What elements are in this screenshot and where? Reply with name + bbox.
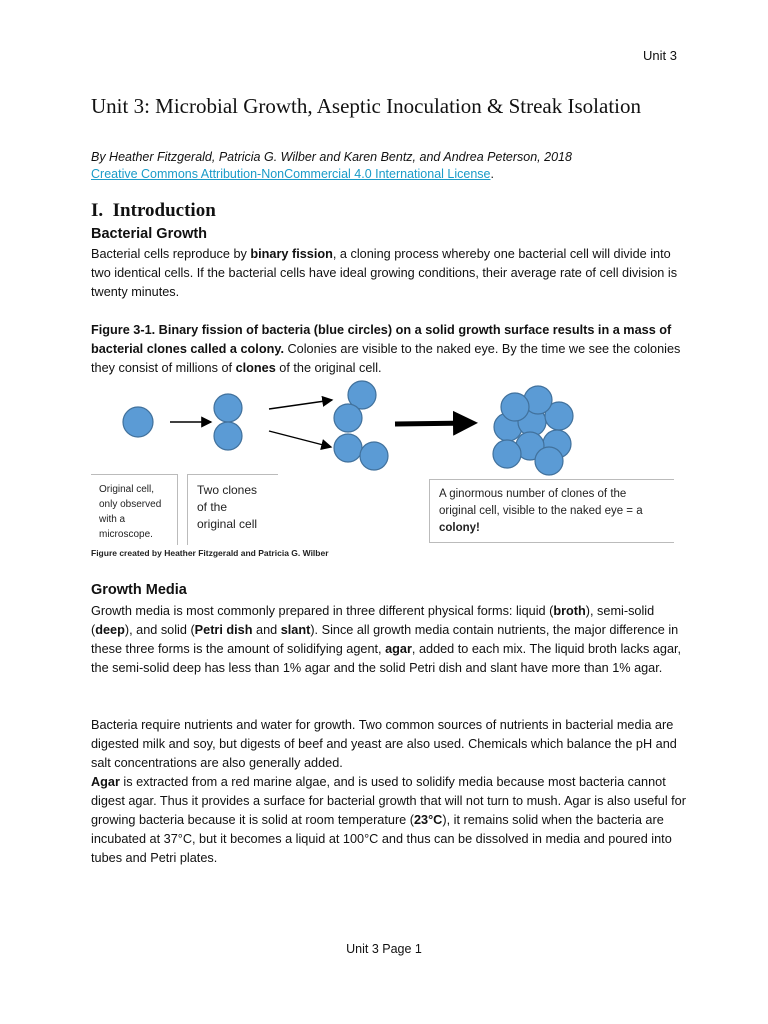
clone-cell — [214, 422, 242, 450]
figure-credit: Figure created by Heather Fitzgerald and Patricia G. Wilber — [91, 548, 329, 558]
bold-term: colony! — [439, 522, 480, 534]
license-line — [91, 165, 494, 183]
paragraph-media-forms — [91, 602, 691, 678]
clone-cell — [334, 404, 362, 432]
label-original-cell: Original cell, only observed with a microscope. — [99, 484, 162, 540]
bold-term: slant — [280, 623, 311, 637]
text-run: , added to each mix. The liquid broth lacks agar, the semi-solid deep has less than 1% agar and the solid Petri dish and slant have more than 1% agar. — [91, 642, 682, 675]
figure-caption — [91, 321, 691, 378]
paragraph-agar — [91, 773, 691, 868]
paragraph-binary-fission — [91, 245, 691, 302]
bold-term: clones — [235, 361, 276, 375]
label-box-colony — [429, 479, 674, 543]
text-run: of the original cell. — [275, 361, 382, 375]
page-footer: Unit 3 Page 1 — [346, 942, 422, 956]
subheading-bacterial-growth: Bacterial Growth — [91, 226, 208, 242]
bold-term: broth — [553, 604, 586, 618]
colony-cell — [493, 440, 521, 468]
subheading-growth-media: Growth Media — [91, 582, 187, 598]
text-run: A ginormous number of clones of the original cell, visible to the naked eye = a — [439, 488, 643, 517]
bold-term: Petri dish — [194, 623, 253, 637]
section-heading — [91, 200, 216, 222]
colony-cell — [501, 393, 529, 421]
license-link[interactable]: Creative Commons Attribution-NonCommercial 4.0 International License — [91, 167, 491, 181]
page-title: Unit 3: Microbial Growth, Aseptic Inoculation & Streak Isolation — [91, 94, 641, 118]
bold-term: Agar — [91, 775, 120, 789]
text-run: Colonies are visible to the naked eye. By the time we see the colonies they consist of millions of — [91, 342, 681, 375]
text-run: is extracted from a red marine algae, and is used to solidify media because most bacteria cannot digest agar. Thus it provides a surface for bacterial growth that will not turn to mush. Agar is also useful for growing bacteria because it is solid at room temperature ( — [91, 775, 686, 827]
clone-cell — [360, 442, 388, 470]
text-run: , a cloning process whereby one bacterial cell will divide into two identical cells. If the bacterial cells have ideal growing conditions, their average rate of cell division is twenty minutes. — [91, 247, 678, 299]
label-box-two-clones — [187, 474, 278, 545]
license-suffix: . — [490, 167, 494, 181]
bold-term: binary fission — [250, 247, 333, 261]
bold-term: agar — [385, 642, 412, 656]
text-run: Bacterial cells reproduce by — [91, 247, 251, 261]
author-byline: By Heather Fitzgerald, Patricia G. Wilber and Karen Bentz, and Andrea Peterson, 2018 — [91, 150, 572, 164]
paragraph-nutrients: Bacteria require nutrients and water for growth. Two common sources of nutrients in bacterial media are digested milk and soy, but digests of beef and yeast are also used. Chemicals which balance the pH and salt concentrations are also generally added. — [91, 718, 677, 770]
caption-title: Figure 3-1. Binary fission of bacteria (blue circles) on a solid growth surface results in a mass of bacterial clones called a colony. — [91, 323, 672, 356]
colony-cell — [535, 447, 563, 475]
text-run: Growth media is most commonly prepared in three different physical forms: liquid ( — [91, 604, 554, 618]
clone-cell — [214, 394, 242, 422]
text-run: ), and solid ( — [124, 623, 195, 637]
arrow-bold — [395, 423, 473, 424]
bold-term: deep — [95, 623, 125, 637]
bold-term: 23°C — [413, 813, 443, 827]
section-number: I. — [91, 200, 104, 221]
label-box-original — [91, 474, 178, 545]
arrow-2a — [269, 400, 332, 409]
text-run: ), it remains solid when the bacteria are incubated at 37°C, but it becomes a liquid at 100°C and thus can be dissolved in media and poured into tubes and Petri plates. — [91, 813, 672, 865]
clone-cell — [334, 434, 362, 462]
running-header: Unit 3 — [643, 48, 677, 63]
label-two-clones: Two clones of the original cell — [197, 483, 258, 531]
text-run: ). Since all growth media contain nutrients, the major difference in these three forms is the amount of solidifying agent, — [91, 623, 679, 656]
original-cell — [123, 407, 153, 437]
binary-fission-figure — [91, 380, 691, 480]
text-run: ), semi-solid ( — [91, 604, 655, 637]
text-run: and — [252, 623, 281, 637]
label-colony — [439, 486, 665, 537]
arrow-2b — [269, 431, 331, 447]
section-title: Introduction — [112, 200, 216, 221]
